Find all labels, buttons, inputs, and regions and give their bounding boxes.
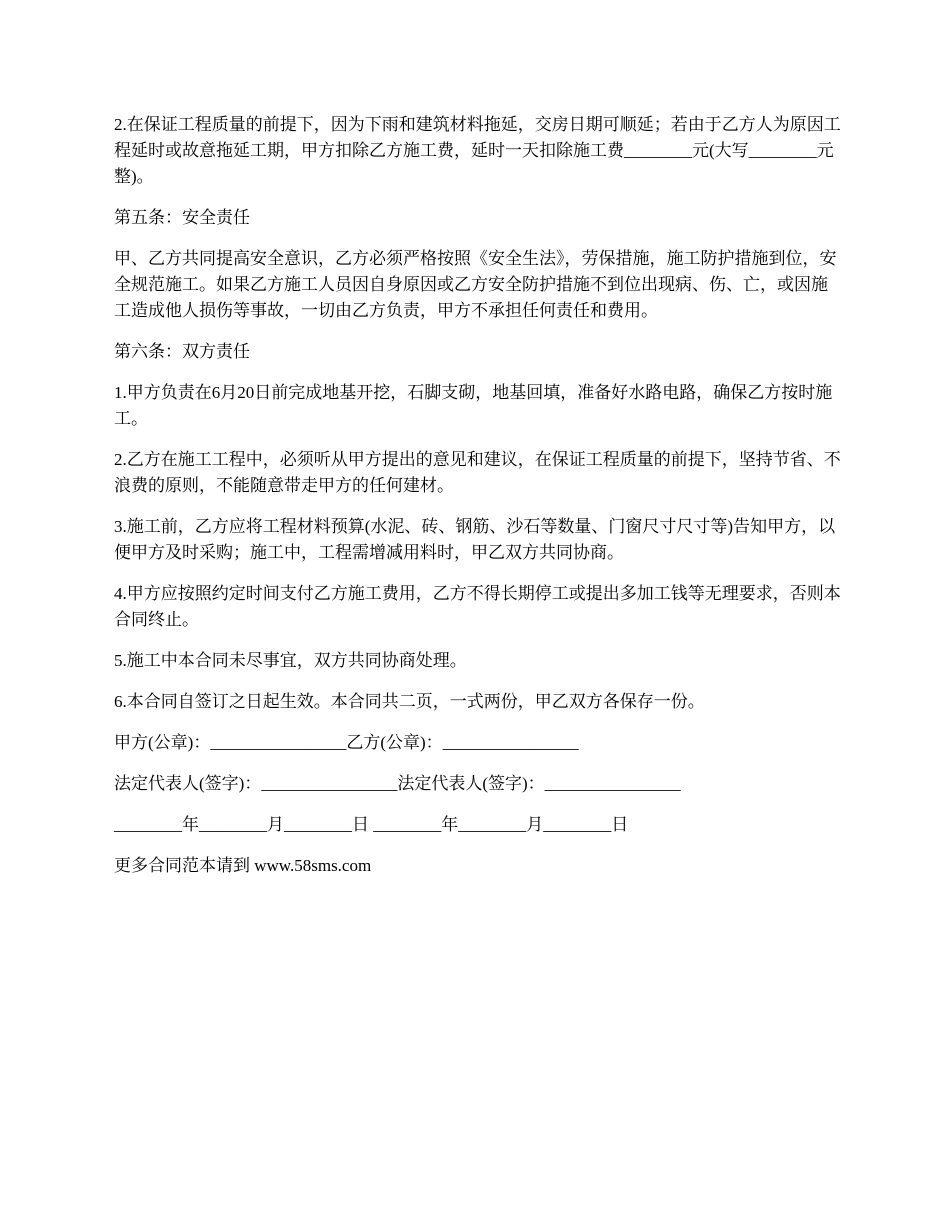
- signature-date-line: ________年________月________日 ________年________月________日: [114, 815, 629, 834]
- clause-6-2-paragraph: 2.乙方在施工工程中，必须听从甲方提出的意见和建议，在保证工程质量的前提下，坚持节省、不浪费的原则，不能随意带走甲方的任何建材。: [114, 450, 841, 495]
- article-5-heading: 第五条：安全责任: [114, 208, 250, 227]
- clause-6-3-paragraph: 3.施工前，乙方应将工程材料预算(水泥、砖、钢筋、沙石等数量、门窗尺寸尺寸等)告知甲方，以便甲方及时采购；施工中，工程需增减用料时，甲乙双方共同协商。: [114, 517, 836, 562]
- article-6-heading: 第六条：双方责任: [114, 342, 250, 361]
- signature-representative-line: 法定代表人(签字)：________________法定代表人(签字)：________________: [114, 774, 681, 793]
- clause-delay-paragraph: 2.在保证工程质量的前提下，因为下雨和建筑材料拖延，交房日期可顺延；若由于乙方人为原因工程延时或故意拖延工期，甲方扣除乙方施工费，延时一天扣除施工费________元(大写________元整)。: [114, 115, 841, 186]
- safety-responsibility-paragraph: 甲、乙方共同提高安全意识，乙方必须严格按照《安全生法》，劳保措施，施工防护措施到位，安全规范施工。如果乙方施工人员因自身原因或乙方安全防护措施不到位出现病、伤、亡，或因施工造成他人损伤等事故，一切由乙方负责，甲方不承担任何责任和费用。: [114, 249, 837, 320]
- clause-6-5-paragraph: 5.施工中本合同未尽事宜，双方共同协商处理。: [114, 651, 467, 670]
- clause-6-4-paragraph: 4.甲方应按照约定时间支付乙方施工费用，乙方不得长期停工或提出多加工钱等无理要求，否则本合同终止。: [114, 584, 841, 629]
- signature-seal-line: 甲方(公章)：________________乙方(公章)：________________: [114, 733, 579, 752]
- document-page: [114, 112, 844, 894]
- clause-6-1-paragraph: 1.甲方负责在6月20日前完成地基开挖，石脚支砌，地基回填，准备好水路电路，确保乙方按时施工。: [114, 383, 833, 428]
- footer-link-text: 更多合同范本请到 www.58sms.com: [114, 856, 372, 875]
- clause-6-6-paragraph: 6.本合同自签订之日起生效。本合同共二页，一式两份，甲乙双方各保存一份。: [114, 692, 705, 711]
